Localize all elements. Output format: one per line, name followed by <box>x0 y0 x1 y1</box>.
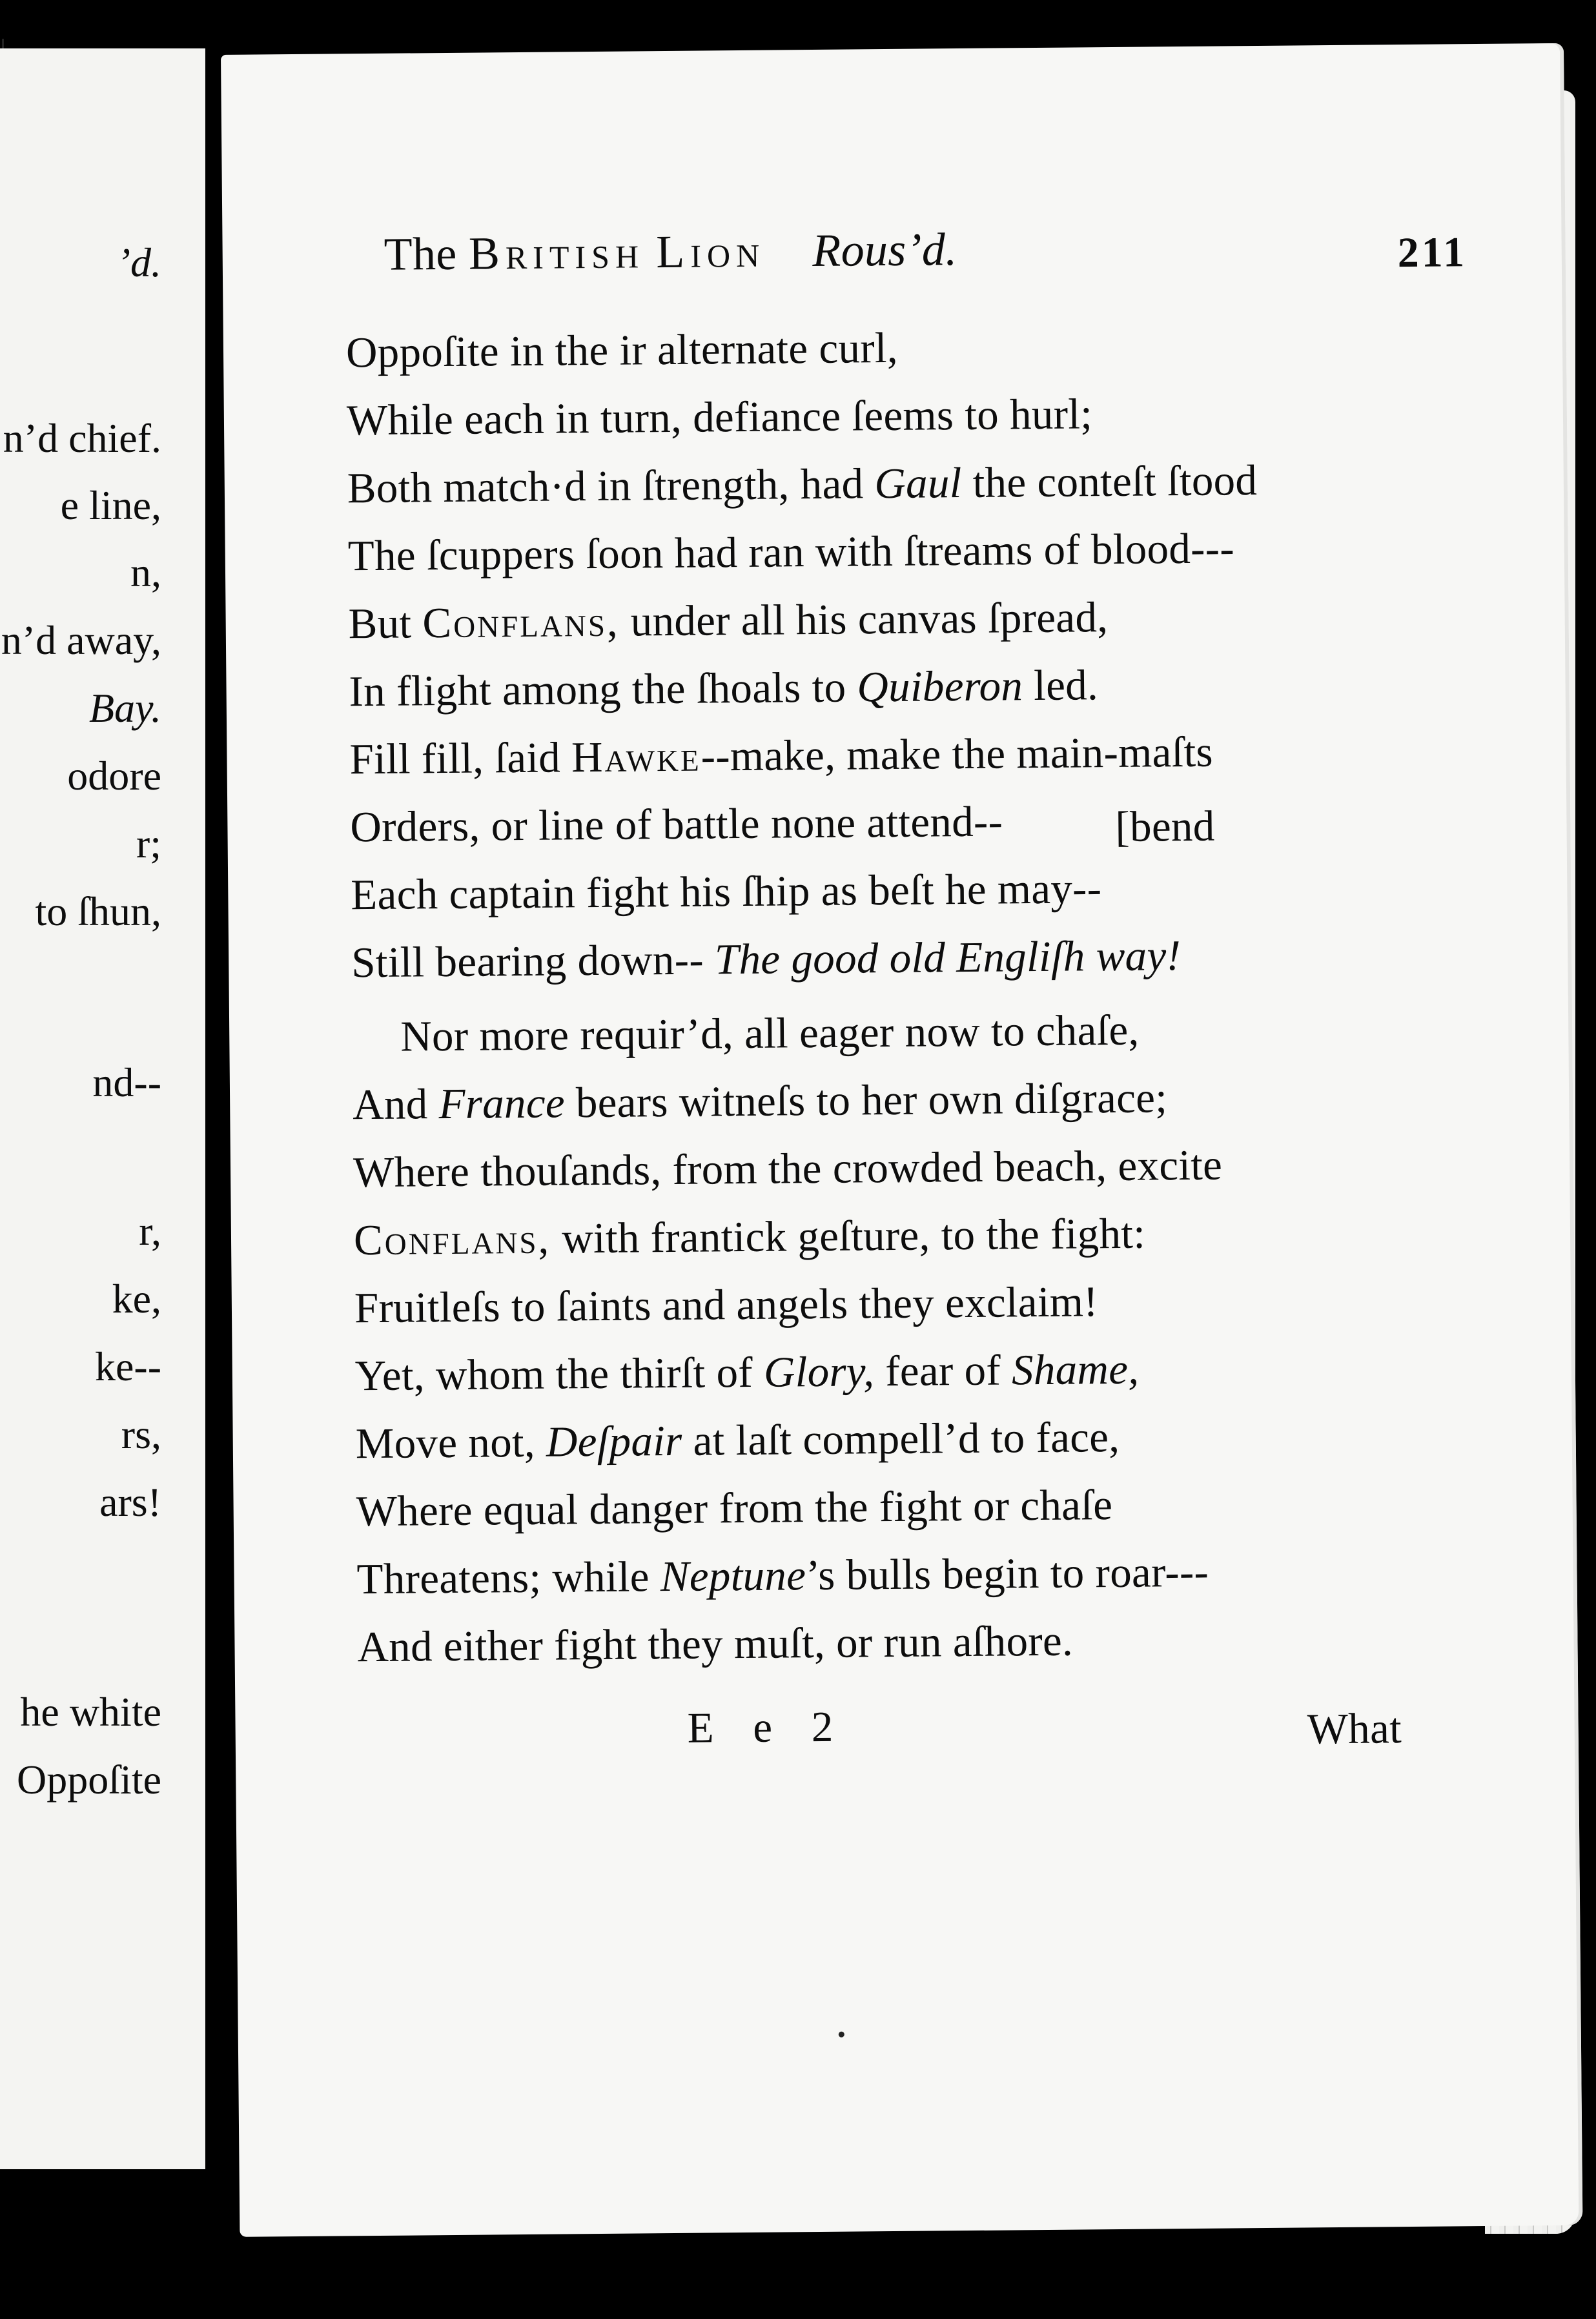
text-run: Both match·d in ſtrength, had <box>347 460 864 513</box>
left-line-end: n’d chief. <box>3 415 161 461</box>
italic-name: Quiberon <box>857 662 1023 711</box>
signature-mark: E e 2 <box>687 1702 848 1752</box>
text-run: bears witneſs to her own diſgrace; <box>575 1074 1168 1127</box>
left-line-end: Bay. <box>89 685 161 731</box>
running-title-word: British <box>468 226 645 280</box>
text-run: with frantick geſture, to the fight: <box>561 1209 1146 1263</box>
left-line-end: to ſhun, <box>35 888 161 934</box>
ink-speck <box>839 2032 844 2038</box>
text-run: ’s bulls begin to roar--- <box>805 1548 1209 1600</box>
poem-line: While each in turn, defiance ſeems to hurl; <box>346 390 1093 445</box>
poem-line <box>355 1345 1140 1402</box>
poem-line: Nor more requir’d, all eager now to chaſe, <box>400 1006 1140 1061</box>
poem-line: And either fight they muſt, or run aſhore. <box>357 1617 1074 1671</box>
poem-line <box>354 1209 1146 1266</box>
italic-word: Glory, <box>763 1347 875 1396</box>
italic-word: Shame, <box>1011 1345 1140 1394</box>
small-caps-name: Hawke <box>571 732 701 782</box>
text-run: at laſt compell’d to face, <box>693 1413 1120 1465</box>
catchword: What <box>1307 1704 1402 1753</box>
poem-line: Orders, or line of battle none attend-- <box>350 797 1003 852</box>
text-run: --make, make the main-maſts <box>701 728 1214 781</box>
poem-line: Where thouſands, from the crowded beach, excite <box>353 1141 1223 1197</box>
italic-name: France <box>438 1079 566 1129</box>
text-run: Still bearing down-- <box>351 935 704 987</box>
text-run: Fill fill, ſaid <box>349 733 561 784</box>
text-run: led. <box>1033 661 1099 710</box>
text-run: In flight among the ſhoals to <box>349 663 846 716</box>
main-page <box>221 43 1582 2237</box>
poem-line: The ſcuppers ſoon had ran with ſtreams of blood--- <box>347 524 1235 580</box>
page-number: 211 <box>1397 229 1468 277</box>
running-head <box>384 223 957 281</box>
left-line-end: n’d away, <box>1 617 161 663</box>
text-run: fear of <box>885 1346 1001 1396</box>
left-line-end: rs, <box>121 1411 161 1457</box>
italic-phrase: The good old Engliſh way! <box>714 932 1182 984</box>
poem-line: Fruitleſs to ſaints and angels they exclaim! <box>354 1278 1099 1333</box>
left-line-end: r; <box>136 821 161 866</box>
text-run: And <box>352 1080 428 1129</box>
text-run: But <box>348 599 412 648</box>
italic-name: Gaul <box>874 459 962 508</box>
running-title-word: Lion <box>655 225 766 278</box>
poem-line: Oppoſite in the ir alternate curl, <box>345 323 899 377</box>
text-run: Yet, whom the thirſt of <box>354 1348 753 1400</box>
small-caps-name: Conflans, <box>353 1214 551 1265</box>
left-line-end: n, <box>130 549 161 595</box>
left-facing-page <box>0 48 205 2169</box>
small-caps-name: Conflans, <box>422 597 620 648</box>
poem-line <box>348 593 1108 649</box>
text-run: Threatens; while <box>356 1553 650 1604</box>
left-line-end: e line, <box>60 482 161 528</box>
left-line-end: odore <box>67 753 161 799</box>
text-run: the conteſt ſtood <box>972 456 1258 507</box>
left-line-end: nd-- <box>92 1059 161 1105</box>
left-line-end: ke, <box>112 1276 161 1322</box>
left-line-end: Oppoſite <box>17 1757 161 1803</box>
text-run: under all his canvas ſpread, <box>630 593 1109 646</box>
italic-word: Deſpair <box>546 1416 682 1466</box>
running-title-word: The <box>384 227 457 280</box>
italic-name: Neptune <box>660 1551 806 1601</box>
left-line-end: r, <box>139 1208 161 1254</box>
left-line-end: he white <box>20 1689 161 1735</box>
left-line-end: ’d. <box>116 240 161 285</box>
poem-line <box>355 1413 1120 1469</box>
poem-line <box>356 1548 1209 1605</box>
left-line-end: ars! <box>99 1479 161 1525</box>
poem-line: Each captain fight his ſhip as beſt he may-- <box>351 864 1102 919</box>
poem-line <box>349 660 1098 717</box>
poem-line <box>347 456 1258 513</box>
poem-line <box>349 728 1213 785</box>
running-title-word: Rous’d. <box>812 223 957 277</box>
text-run: Move not, <box>355 1418 536 1468</box>
poem-line <box>353 1073 1168 1130</box>
poem-line: Where equal danger from the fight or chaſe <box>356 1481 1113 1536</box>
turnover-bend: [bend <box>1115 802 1215 851</box>
poem-line <box>351 931 1181 988</box>
left-line-end: ke-- <box>94 1343 161 1389</box>
